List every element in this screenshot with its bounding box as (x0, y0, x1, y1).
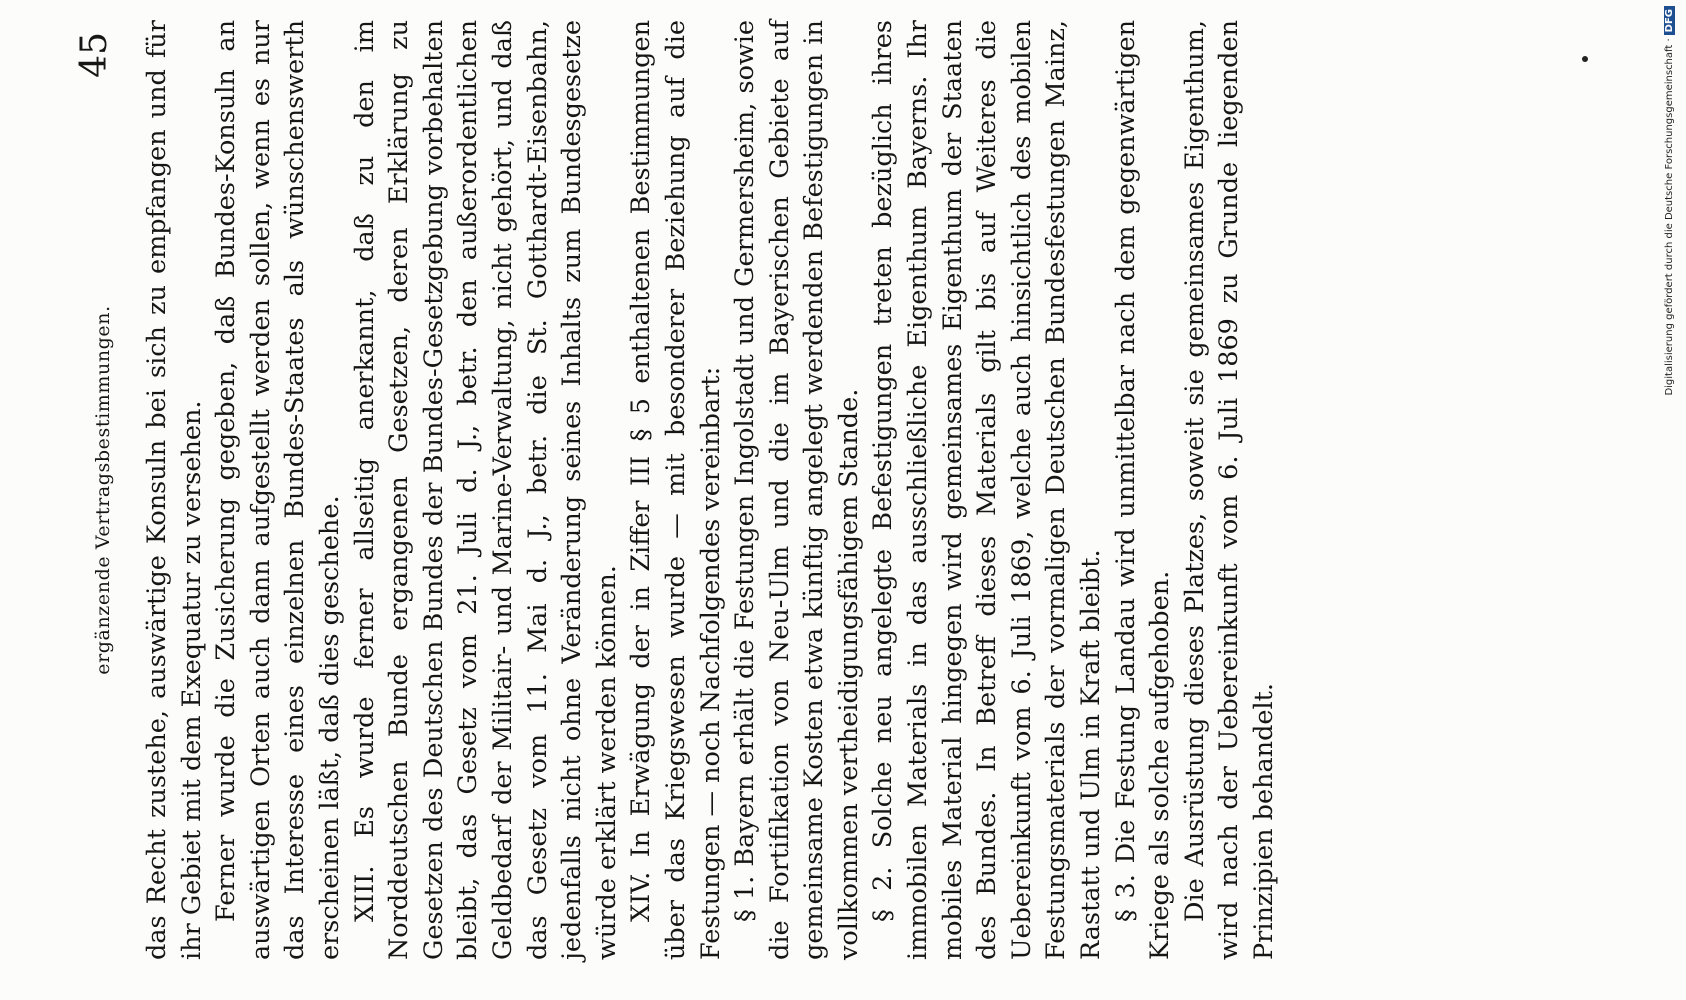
running-head: ergänzende Vertragsbestimmungen. (92, 305, 114, 675)
paragraph-section-1: § 1. Bayern erhält die Festungen Ingolstadt und Germersheim, sowie die Fortifikation von Neu-Ulm und die im Bayerischen Gebiete auf gemeinsame Kosten etwa künftig angelegt werdenden Befestigungen in vollkommen vertheidigungsfähigem Stande. (730, 20, 864, 960)
page-header (74, 20, 140, 960)
paragraph-section-2: § 2. Solche neu angelegte Befestigungen treten bezüglich ihres immobilen Materials in das ausschließliche Eigenthum Bayerns. Ihr mobiles Material hingegen wird gemeinsames Eigenthum der Staaten des Bundes. In Betreff dieses Materials gilt bis auf Weiteres die Uebereinkunft vom 6. Juli 1869, welche auch hinsichtlich des mobilen Festungsmaterials der vormaligen Deutschen Bundesfestungen Mainz, Rastatt und Ulm in Kraft bleibt. (868, 20, 1107, 960)
paragraph-xiv: XIV. In Erwägung der in Ziffer III § 5 enthaltenen Bestimmungen über das Kriegswesen wurde — mit besonderer Beziehung auf die Festungen — noch Nachfolgendes vereinbart: (626, 20, 726, 960)
digitization-note-text (1664, 6, 1675, 996)
dfg-logo-icon: DFG (1664, 6, 1675, 35)
digitization-note-label: Digitalisierung gefördert durch die Deutsche Forschungsgemeinschaft · (1664, 38, 1675, 396)
rotated-page-content (74, 20, 1580, 960)
digitization-note (1664, 6, 1680, 996)
page-number: 45 (74, 32, 115, 78)
paragraph-section-3: § 3. Die Festung Landau wird unmittelbar nach dem gegenwärtigen Kriege als solche aufgehoben. (1110, 20, 1176, 960)
paragraph-xiii: XIII. Es wurde ferner allseitig anerkannt, daß zu den im Norddeutschen Bunde ergangenen Gesetzen, deren Erklärung zu Gesetzen des Deutschen Bundes der Bundes-Gesetzgebung vorbehalten bleibt, das Gesetz vom 21. Juli d. J., betr. den außerordentlichen Geldbedarf der Militair- und Marine-Verwaltung, nicht gehört, und daß das Gesetz vom 11. Mai d. J., betr. die St. Gotthardt-Eisenbahn, jedenfalls nicht ohne Veränderung seines Inhalts zum Bundesgesetze würde erklärt werden können. (349, 20, 622, 960)
paragraph-federal-consuls: Ferner wurde die Zusicherung gegeben, daß Bundes-Konsuln an auswärtigen Orten auch dann aufgestellt werden sollen, wenn es nur das Interesse eines einzelnen Bundes-Staates als wünschenswerth erscheinen läßt, daß dies geschehe. (211, 20, 345, 960)
page-body (140, 20, 1282, 960)
paragraph-equipment: Die Ausrüstung dieses Platzes, soweit sie gemeinsames Eigenthum, wird nach der Uebereinkunft vom 6. Juli 1869 zu Grunde liegenden Prinzipien behandelt. (1179, 20, 1279, 960)
paragraph-consuls-right: das Recht zustehe, auswärtige Konsuln bei sich zu empfangen und für ihr Gebiet mit dem Exequatur zu versehen. (142, 20, 207, 960)
scan-speck (1582, 56, 1588, 62)
